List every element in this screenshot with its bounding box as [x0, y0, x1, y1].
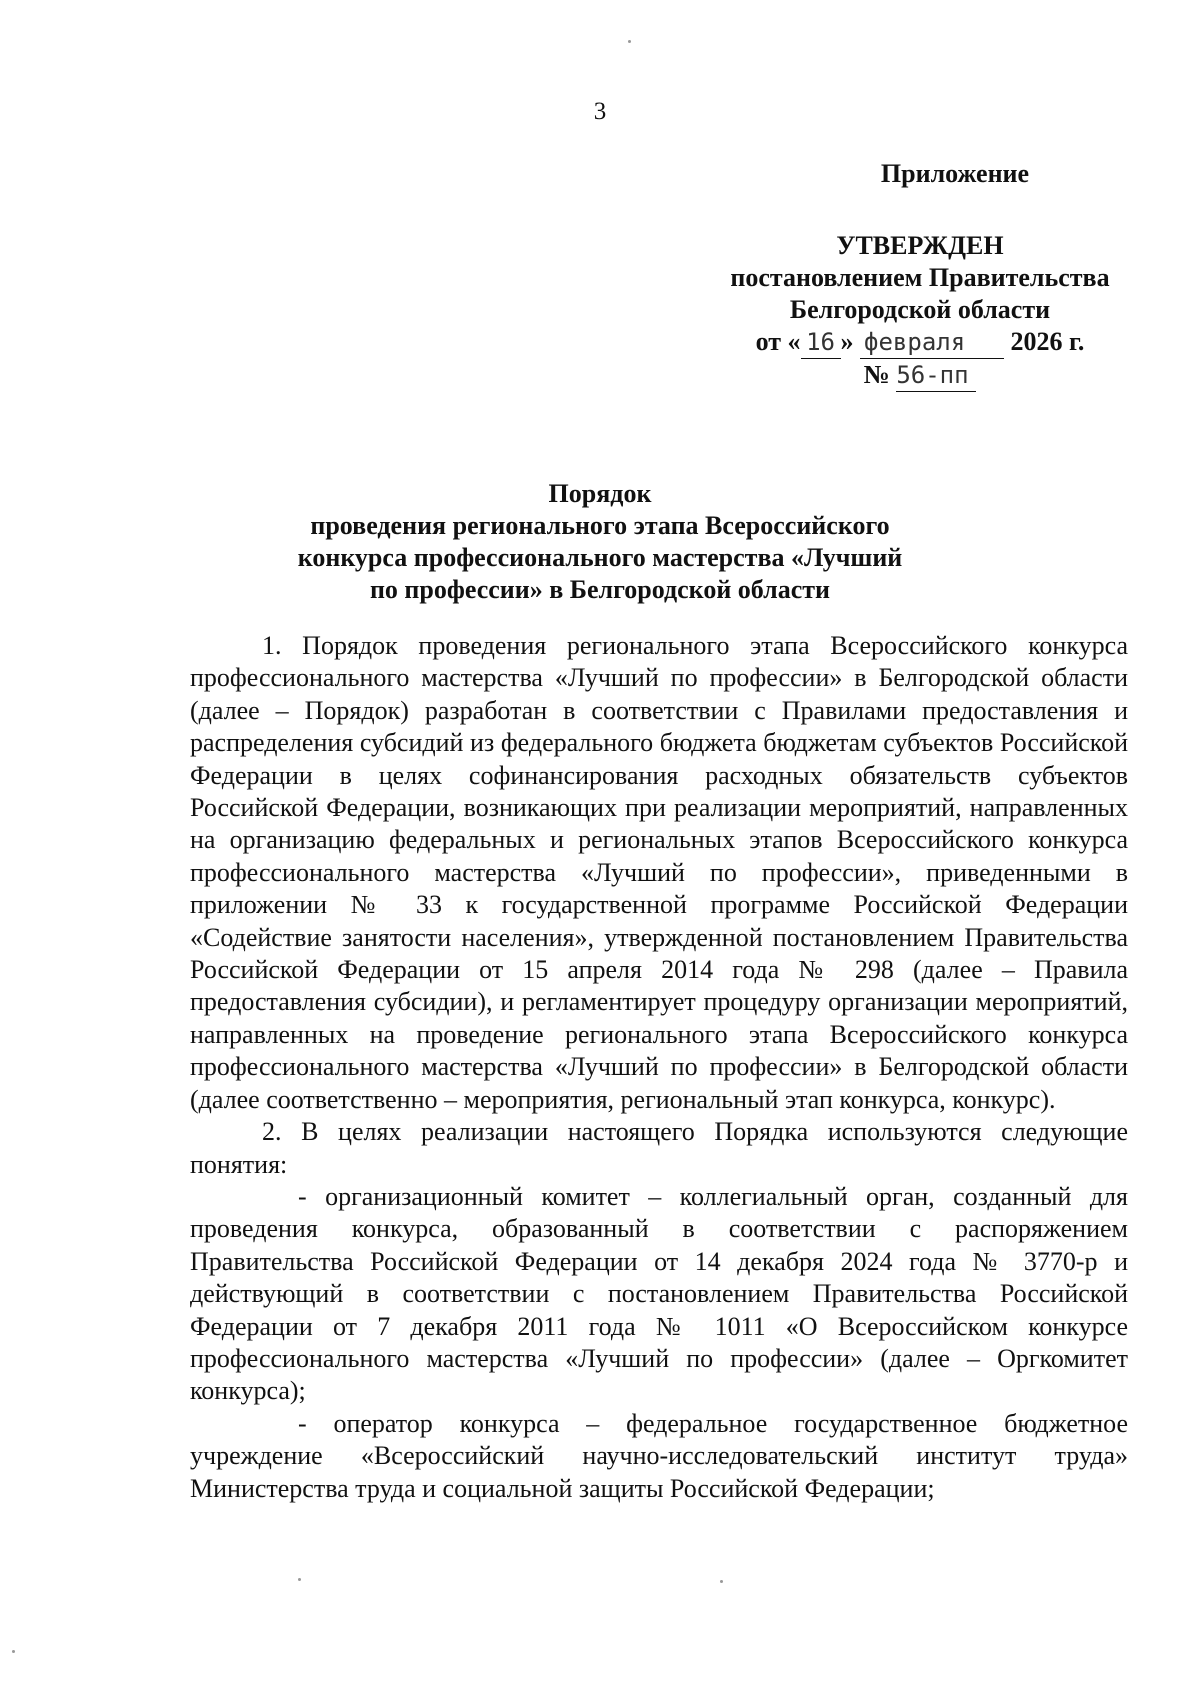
date-day: 16 — [801, 326, 841, 359]
date-mid: » — [840, 327, 854, 356]
approval-line-1: постановлением Правительства — [730, 263, 1110, 292]
definition-contest-operator: - оператор конкурса – федеральное государственное бюджетное учреждение «Всероссийский научно-исследовательский институт труда» Министерства труда и социальной защиты Российской Федерации; — [190, 1408, 1128, 1503]
paragraph-2: 2. В целях реализации настоящего Порядка используются следующие понятия: — [190, 1117, 1128, 1179]
page-number: 3 — [593, 98, 607, 125]
scan-speck — [298, 1578, 301, 1581]
approval-block — [690, 158, 1150, 392]
title-line-1: Порядок — [548, 479, 652, 508]
approval-date — [690, 326, 1150, 359]
paragraph-1: 1. Порядок проведения регионального этапа Всероссийского конкурса профессионального мастерства «Лучший по профессии» в Белгородской области (далее – Порядок) разработан в соответствии с Правилами предоставления и распределения субсидий из федерального бюджета бюджетам субъектов Российской Федерации в целях софинансирования расходных обязательств субъектов Российской Федерации, возникающих при реализации мероприятий, направленных на организацию федеральных и региональных этапов Всероссийского конкурса профессионального мастерства «Лучший по профессии», приведенными в приложении № 33 к государственной программе Российской Федерации «Содействие занятости населения», утвержденной постановлением Правительства Российской Федерации от 15 апреля 2014 года № 298 (далее – Правила предоставления субсидии), и регламентирует процедуру организации мероприятий, направленных на проведение регионального этапа Всероссийского конкурса профессионального мастерства «Лучший по профессии» в Белгородской области (далее соответственно – мероприятия, региональный этап конкурса, конкурс). — [190, 631, 1128, 1114]
definition-organizing-committee: - организационный комитет – коллегиальный орган, созданный для проведения конкурса, образованный в соответствии с распоряжением Правительства Российской Федерации от 14 декабря 2024 года № 3770-р и действующий в соответствии с постановлением Правительства Российской Федерации от 7 декабря 2011 года № 1011 «О Всероссийском конкурсе профессионального мастерства «Лучший по профессии» (далее – Оргкомитет конкурса); — [190, 1181, 1128, 1406]
approval-number — [690, 359, 1150, 392]
appendix-label: Приложение — [880, 159, 1030, 188]
number-value: 56-пп — [896, 359, 976, 392]
title-line-3: конкурса профессионального мастерства «Лучший — [297, 543, 903, 572]
date-year: 2026 г. — [1010, 327, 1085, 356]
document-title — [0, 478, 1200, 606]
scan-speck — [720, 1580, 723, 1583]
scan-speck — [628, 40, 631, 43]
approved-label: УТВЕРЖДЕН — [836, 231, 1004, 260]
approval-line-2: Белгородской области — [789, 295, 1051, 324]
title-line-4: по профессии» в Белгородской области — [369, 575, 831, 604]
title-line-2: проведения регионального этапа Всероссийского — [310, 511, 890, 540]
number-prefix: № — [863, 360, 890, 389]
date-prefix: от « — [755, 327, 801, 356]
document-body — [190, 630, 1128, 1505]
scan-speck — [12, 1650, 15, 1653]
date-month: февраля — [860, 326, 1004, 359]
